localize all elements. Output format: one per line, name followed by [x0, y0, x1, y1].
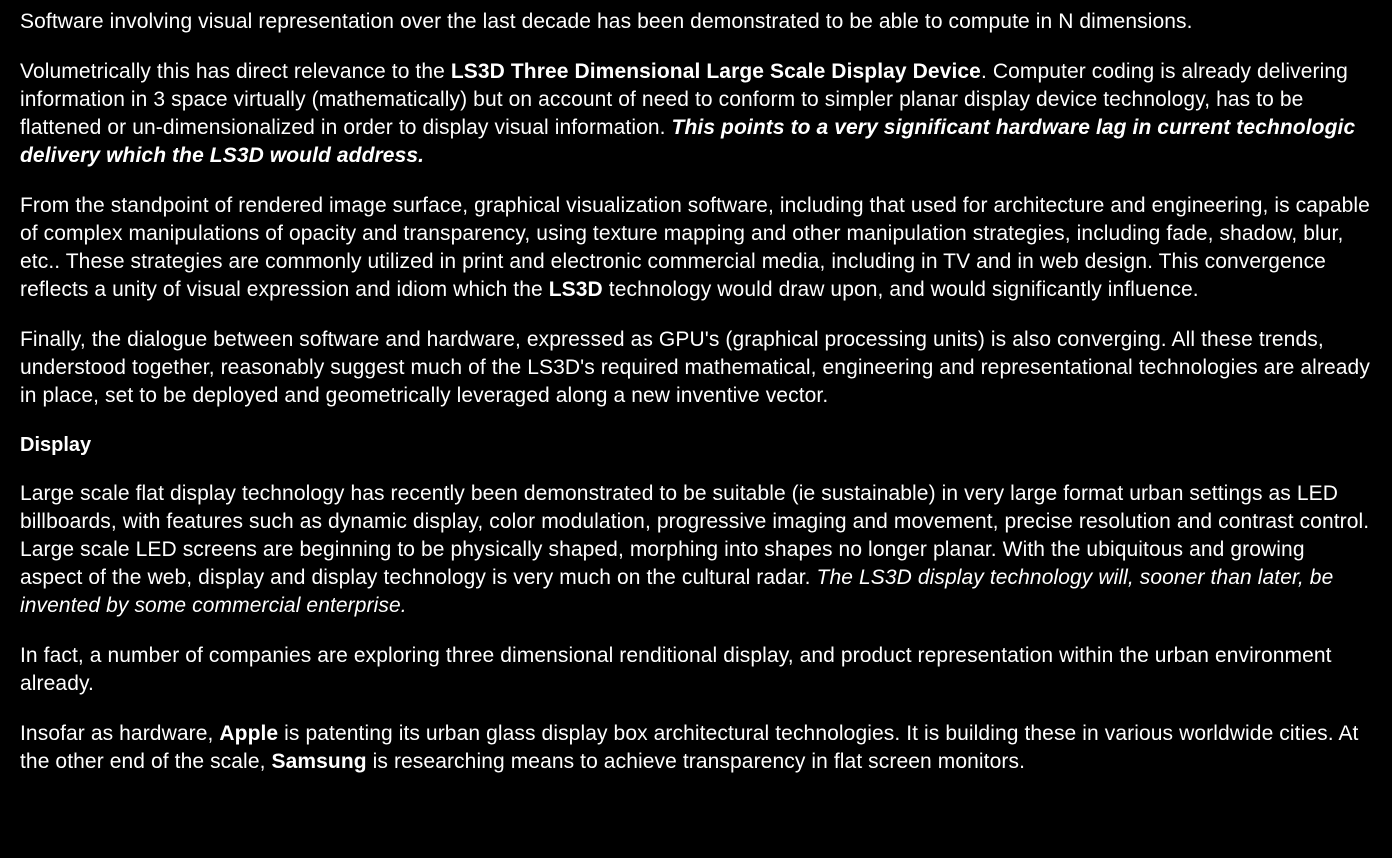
- paragraph: [20, 8, 1370, 36]
- text-run: Insofar as hardware,: [20, 722, 220, 745]
- text-run: Software involving visual representation over the last decade has been demonstrated to be able to compute in N dimensions.: [20, 10, 1193, 33]
- paragraph: [20, 480, 1370, 620]
- text-run: is researching means to achieve transparency in flat screen monitors.: [366, 750, 1026, 773]
- text-run: technology would draw upon, and would significantly influence.: [602, 278, 1199, 301]
- text-run: The LS3D display technology will, sooner than later, be invented by some commercial enterprise.: [20, 566, 1334, 617]
- text-run: Finally, the dialogue between software and hardware, expressed as GPU's (graphical processing units) is also converging. All these trends, understood together, reasonably suggest much of the LS3D's required mathematical, engineering and representational technologies are already in place, set to be deployed and geometrically leveraged along a new inventive vector.: [20, 328, 1370, 407]
- paragraph-block-top: [20, 8, 1370, 410]
- paragraph: [20, 58, 1370, 170]
- text-run: Apple: [219, 722, 279, 745]
- paragraph: [20, 642, 1370, 698]
- text-run: This points to a very significant hardware lag in current technologic delivery which the LS3D would address.: [20, 116, 1356, 167]
- text-run: LS3D Three Dimensional Large Scale Display Device: [450, 60, 981, 83]
- text-run: LS3D: [548, 278, 603, 301]
- text-run: Samsung: [271, 750, 367, 773]
- paragraph-block-bottom: [20, 480, 1370, 776]
- paragraph: [20, 326, 1370, 410]
- text-run: From the standpoint of rendered image surface, graphical visualization software, including that used for architecture and engineering, is capable of complex manipulations of opacity and transparency, using texture mapping and other manipulation strategies, including fade, shadow, blur, etc.. These strategies are commonly utilized in print and electronic commercial media, including in TV and in web design. This convergence reflects a unity of visual expression and idiom which the: [20, 194, 1370, 301]
- paragraph: [20, 720, 1370, 776]
- section-heading-display: Display: [20, 434, 92, 456]
- text-run: . Computer coding is already delivering information in 3 space virtually (mathematically) but on account of need to conform to simpler planar display device technology, has to be flattened or un-dimensionalized in order to display visual information.: [20, 60, 1348, 139]
- text-run: In fact, a number of companies are exploring three dimensional renditional display, and product representation within the urban environment already.: [20, 644, 1332, 695]
- text-run: Volumetrically this has direct relevance to the: [20, 60, 451, 83]
- text-run: Large scale flat display technology has recently been demonstrated to be suitable (ie sustainable) in very large format urban settings as LED billboards, with features such as dynamic display, color modulation, progressive imaging and movement, precise resolution and contrast control. Large scale LED screens are beginning to be physically shaped, morphing into shapes no longer planar. With the ubiquitous and growing aspect of the web, display and display technology is very much on the cultural radar.: [20, 482, 1370, 589]
- paragraph: [20, 192, 1370, 304]
- text-run: is patenting its urban glass display box architectural technologies. It is building these in various worldwide cities. At the other end of the scale,: [20, 722, 1359, 773]
